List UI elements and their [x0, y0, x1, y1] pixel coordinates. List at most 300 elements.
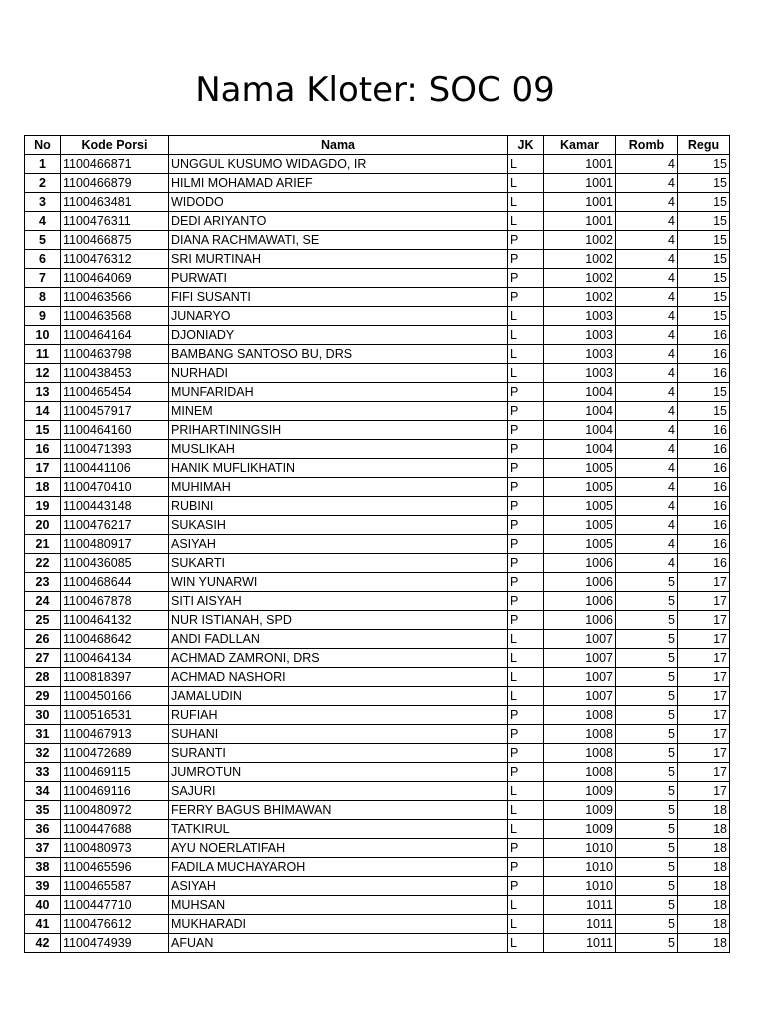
table-row — [25, 630, 730, 649]
cell-no: 5 — [25, 231, 61, 250]
cell-romb: 5 — [616, 573, 678, 592]
cell-kode-porsi: 1100480972 — [61, 801, 169, 820]
cell-romb: 5 — [616, 725, 678, 744]
cell-no: 39 — [25, 877, 61, 896]
cell-romb: 5 — [616, 611, 678, 630]
cell-kode-porsi: 1100450166 — [61, 687, 169, 706]
cell-regu: 16 — [678, 554, 730, 573]
cell-nama: SURANTI — [169, 744, 508, 763]
cell-romb: 5 — [616, 630, 678, 649]
cell-nama: ASIYAH — [169, 877, 508, 896]
cell-nama: DIANA RACHMAWATI, SE — [169, 231, 508, 250]
cell-kamar: 1007 — [544, 687, 616, 706]
cell-kode-porsi: 1100457917 — [61, 402, 169, 421]
cell-kode-porsi: 1100474939 — [61, 934, 169, 953]
table-row — [25, 535, 730, 554]
cell-nama: JUNARYO — [169, 307, 508, 326]
cell-jk: P — [508, 478, 544, 497]
cell-no: 33 — [25, 763, 61, 782]
cell-jk: P — [508, 744, 544, 763]
cell-kamar: 1004 — [544, 440, 616, 459]
cell-nama: MINEM — [169, 402, 508, 421]
cell-no: 14 — [25, 402, 61, 421]
table-row — [25, 801, 730, 820]
cell-kode-porsi: 1100468642 — [61, 630, 169, 649]
cell-no: 29 — [25, 687, 61, 706]
cell-jk: P — [508, 839, 544, 858]
cell-jk: P — [508, 858, 544, 877]
cell-regu: 17 — [678, 630, 730, 649]
cell-no: 19 — [25, 497, 61, 516]
cell-kamar: 1002 — [544, 250, 616, 269]
cell-nama: MUSLIKAH — [169, 440, 508, 459]
cell-nama: RUBINI — [169, 497, 508, 516]
cell-jk: P — [508, 497, 544, 516]
cell-kode-porsi: 1100476312 — [61, 250, 169, 269]
cell-regu: 17 — [678, 668, 730, 687]
cell-kode-porsi: 1100443148 — [61, 497, 169, 516]
cell-no: 7 — [25, 269, 61, 288]
table-row — [25, 516, 730, 535]
cell-no: 36 — [25, 820, 61, 839]
cell-regu: 16 — [678, 326, 730, 345]
cell-regu: 17 — [678, 782, 730, 801]
cell-regu: 16 — [678, 440, 730, 459]
cell-jk: P — [508, 725, 544, 744]
cell-kamar: 1011 — [544, 896, 616, 915]
cell-jk: L — [508, 364, 544, 383]
cell-regu: 17 — [678, 649, 730, 668]
cell-kamar: 1007 — [544, 668, 616, 687]
cell-regu: 15 — [678, 307, 730, 326]
cell-kamar: 1010 — [544, 877, 616, 896]
cell-kode-porsi: 1100471393 — [61, 440, 169, 459]
cell-regu: 17 — [678, 706, 730, 725]
cell-kode-porsi: 1100436085 — [61, 554, 169, 573]
cell-regu: 16 — [678, 478, 730, 497]
cell-no: 20 — [25, 516, 61, 535]
cell-jk: L — [508, 820, 544, 839]
cell-jk: L — [508, 630, 544, 649]
cell-romb: 4 — [616, 174, 678, 193]
cell-romb: 4 — [616, 440, 678, 459]
cell-regu: 17 — [678, 744, 730, 763]
cell-jk: L — [508, 326, 544, 345]
cell-romb: 4 — [616, 269, 678, 288]
cell-kode-porsi: 1100476311 — [61, 212, 169, 231]
cell-no: 25 — [25, 611, 61, 630]
cell-no: 21 — [25, 535, 61, 554]
cell-kode-porsi: 1100466871 — [61, 155, 169, 174]
cell-romb: 5 — [616, 877, 678, 896]
cell-kamar: 1003 — [544, 326, 616, 345]
table-row — [25, 725, 730, 744]
cell-no: 26 — [25, 630, 61, 649]
cell-romb: 5 — [616, 839, 678, 858]
cell-romb: 4 — [616, 212, 678, 231]
cell-regu: 18 — [678, 839, 730, 858]
cell-nama: SRI MURTINAH — [169, 250, 508, 269]
cell-romb: 5 — [616, 896, 678, 915]
cell-nama: NURHADI — [169, 364, 508, 383]
cell-nama: ASIYAH — [169, 535, 508, 554]
cell-nama: UNGGUL KUSUMO WIDAGDO, IR — [169, 155, 508, 174]
cell-nama: ACHMAD NASHORI — [169, 668, 508, 687]
cell-romb: 4 — [616, 402, 678, 421]
cell-kode-porsi: 1100463798 — [61, 345, 169, 364]
cell-no: 18 — [25, 478, 61, 497]
cell-no: 32 — [25, 744, 61, 763]
cell-nama: ACHMAD ZAMRONI, DRS — [169, 649, 508, 668]
header-row — [25, 136, 730, 155]
cell-romb: 5 — [616, 668, 678, 687]
cell-kamar: 1007 — [544, 649, 616, 668]
table-row — [25, 421, 730, 440]
cell-kode-porsi: 1100469115 — [61, 763, 169, 782]
table-row — [25, 269, 730, 288]
cell-kamar: 1009 — [544, 820, 616, 839]
cell-regu: 16 — [678, 345, 730, 364]
cell-no: 23 — [25, 573, 61, 592]
cell-nama: MUKHARADI — [169, 915, 508, 934]
cell-regu: 16 — [678, 516, 730, 535]
cell-romb: 4 — [616, 231, 678, 250]
cell-no: 22 — [25, 554, 61, 573]
cell-no: 6 — [25, 250, 61, 269]
cell-kode-porsi: 1100468644 — [61, 573, 169, 592]
table-row — [25, 573, 730, 592]
cell-kamar: 1009 — [544, 782, 616, 801]
cell-regu: 15 — [678, 402, 730, 421]
table-row — [25, 231, 730, 250]
cell-no: 3 — [25, 193, 61, 212]
cell-jk: P — [508, 611, 544, 630]
cell-kode-porsi: 1100480973 — [61, 839, 169, 858]
cell-regu: 16 — [678, 535, 730, 554]
cell-kamar: 1003 — [544, 364, 616, 383]
cell-nama: RUFIAH — [169, 706, 508, 725]
cell-no: 4 — [25, 212, 61, 231]
cell-kode-porsi: 1100463481 — [61, 193, 169, 212]
cell-kamar: 1001 — [544, 155, 616, 174]
cell-kamar: 1010 — [544, 839, 616, 858]
cell-regu: 15 — [678, 193, 730, 212]
cell-kamar: 1002 — [544, 288, 616, 307]
table-row — [25, 478, 730, 497]
cell-nama: HANIK MUFLIKHATIN — [169, 459, 508, 478]
cell-romb: 4 — [616, 288, 678, 307]
cell-nama: AYU NOERLATIFAH — [169, 839, 508, 858]
cell-nama: WIDODO — [169, 193, 508, 212]
cell-romb: 5 — [616, 592, 678, 611]
cell-kode-porsi: 1100476612 — [61, 915, 169, 934]
cell-jk: L — [508, 193, 544, 212]
cell-jk: P — [508, 763, 544, 782]
cell-kode-porsi: 1100465454 — [61, 383, 169, 402]
table-row — [25, 288, 730, 307]
cell-nama: NUR ISTIANAH, SPD — [169, 611, 508, 630]
cell-romb: 5 — [616, 820, 678, 839]
cell-jk: P — [508, 269, 544, 288]
table-row — [25, 763, 730, 782]
table-row — [25, 877, 730, 896]
cell-romb: 4 — [616, 364, 678, 383]
cell-nama: FERRY BAGUS BHIMAWAN — [169, 801, 508, 820]
cell-romb: 4 — [616, 155, 678, 174]
cell-romb: 4 — [616, 554, 678, 573]
table-row — [25, 307, 730, 326]
cell-romb: 4 — [616, 193, 678, 212]
cell-kode-porsi: 1100463568 — [61, 307, 169, 326]
cell-kode-porsi: 1100447688 — [61, 820, 169, 839]
cell-no: 17 — [25, 459, 61, 478]
cell-no: 15 — [25, 421, 61, 440]
cell-kode-porsi: 1100464134 — [61, 649, 169, 668]
cell-no: 8 — [25, 288, 61, 307]
cell-jk: P — [508, 573, 544, 592]
cell-no: 34 — [25, 782, 61, 801]
cell-nama: DEDI ARIYANTO — [169, 212, 508, 231]
table-row — [25, 345, 730, 364]
cell-regu: 18 — [678, 915, 730, 934]
cell-kamar: 1010 — [544, 858, 616, 877]
cell-kode-porsi: 1100464069 — [61, 269, 169, 288]
cell-no: 10 — [25, 326, 61, 345]
column-header-kode-porsi: Kode Porsi — [61, 136, 169, 155]
cell-no: 28 — [25, 668, 61, 687]
cell-kode-porsi: 1100472689 — [61, 744, 169, 763]
cell-regu: 15 — [678, 288, 730, 307]
cell-romb: 5 — [616, 649, 678, 668]
cell-no: 24 — [25, 592, 61, 611]
cell-kode-porsi: 1100476217 — [61, 516, 169, 535]
cell-kamar: 1008 — [544, 744, 616, 763]
cell-kamar: 1001 — [544, 193, 616, 212]
table-row — [25, 782, 730, 801]
cell-romb: 5 — [616, 687, 678, 706]
table-row — [25, 896, 730, 915]
column-header-jk: JK — [508, 136, 544, 155]
table-row — [25, 858, 730, 877]
cell-romb: 4 — [616, 516, 678, 535]
cell-kode-porsi: 1100818397 — [61, 668, 169, 687]
cell-jk: P — [508, 706, 544, 725]
cell-kamar: 1008 — [544, 706, 616, 725]
cell-romb: 4 — [616, 250, 678, 269]
table-row — [25, 193, 730, 212]
cell-regu: 18 — [678, 801, 730, 820]
roster-table — [24, 135, 730, 953]
cell-jk: L — [508, 896, 544, 915]
cell-jk: P — [508, 592, 544, 611]
cell-kode-porsi: 1100463566 — [61, 288, 169, 307]
cell-no: 35 — [25, 801, 61, 820]
cell-kamar: 1004 — [544, 421, 616, 440]
cell-jk: L — [508, 307, 544, 326]
table-row — [25, 326, 730, 345]
cell-no: 30 — [25, 706, 61, 725]
cell-jk: P — [508, 231, 544, 250]
table-row — [25, 402, 730, 421]
cell-nama: SUKARTI — [169, 554, 508, 573]
cell-no: 9 — [25, 307, 61, 326]
cell-romb: 5 — [616, 934, 678, 953]
table-row — [25, 364, 730, 383]
table-row — [25, 497, 730, 516]
cell-romb: 5 — [616, 763, 678, 782]
cell-kamar: 1004 — [544, 402, 616, 421]
cell-nama: JUMROTUN — [169, 763, 508, 782]
cell-nama: HILMI MOHAMAD ARIEF — [169, 174, 508, 193]
cell-regu: 17 — [678, 573, 730, 592]
cell-no: 2 — [25, 174, 61, 193]
cell-kamar: 1006 — [544, 592, 616, 611]
cell-kode-porsi: 1100470410 — [61, 478, 169, 497]
cell-kode-porsi: 1100464160 — [61, 421, 169, 440]
column-header-kamar: Kamar — [544, 136, 616, 155]
cell-nama: MUHSAN — [169, 896, 508, 915]
table-row — [25, 459, 730, 478]
table-row — [25, 440, 730, 459]
cell-regu: 17 — [678, 763, 730, 782]
cell-romb: 4 — [616, 345, 678, 364]
cell-kamar: 1002 — [544, 231, 616, 250]
cell-kode-porsi: 1100447710 — [61, 896, 169, 915]
cell-romb: 4 — [616, 535, 678, 554]
cell-no: 12 — [25, 364, 61, 383]
table-row — [25, 250, 730, 269]
cell-romb: 5 — [616, 706, 678, 725]
cell-kode-porsi: 1100467878 — [61, 592, 169, 611]
cell-regu: 15 — [678, 231, 730, 250]
cell-regu: 17 — [678, 611, 730, 630]
column-header-no: No — [25, 136, 61, 155]
cell-jk: P — [508, 440, 544, 459]
cell-jk: P — [508, 383, 544, 402]
table-row — [25, 611, 730, 630]
table-row — [25, 174, 730, 193]
page-title: Nama Kloter: SOC 09 — [195, 70, 555, 110]
cell-regu: 17 — [678, 687, 730, 706]
cell-regu: 15 — [678, 212, 730, 231]
cell-kode-porsi: 1100466875 — [61, 231, 169, 250]
table-row — [25, 212, 730, 231]
cell-nama: SITI AISYAH — [169, 592, 508, 611]
cell-jk: L — [508, 649, 544, 668]
table-row — [25, 820, 730, 839]
cell-regu: 16 — [678, 364, 730, 383]
cell-regu: 15 — [678, 155, 730, 174]
cell-kode-porsi: 1100480917 — [61, 535, 169, 554]
cell-jk: P — [508, 554, 544, 573]
cell-kamar: 1006 — [544, 554, 616, 573]
cell-nama: PURWATI — [169, 269, 508, 288]
cell-romb: 4 — [616, 478, 678, 497]
table-row — [25, 668, 730, 687]
cell-romb: 4 — [616, 459, 678, 478]
cell-no: 11 — [25, 345, 61, 364]
cell-romb: 5 — [616, 782, 678, 801]
cell-nama: AFUAN — [169, 934, 508, 953]
cell-regu: 16 — [678, 421, 730, 440]
table-row — [25, 706, 730, 725]
column-header-regu: Regu — [678, 136, 730, 155]
cell-jk: P — [508, 250, 544, 269]
cell-romb: 5 — [616, 801, 678, 820]
cell-no: 1 — [25, 155, 61, 174]
cell-jk: L — [508, 345, 544, 364]
cell-kamar: 1007 — [544, 630, 616, 649]
cell-jk: L — [508, 801, 544, 820]
table-row — [25, 934, 730, 953]
cell-regu: 15 — [678, 269, 730, 288]
cell-nama: TATKIRUL — [169, 820, 508, 839]
column-header-romb: Romb — [616, 136, 678, 155]
cell-kamar: 1002 — [544, 269, 616, 288]
roster-body — [25, 155, 730, 953]
cell-regu: 17 — [678, 725, 730, 744]
cell-kamar: 1005 — [544, 497, 616, 516]
cell-no: 31 — [25, 725, 61, 744]
cell-regu: 18 — [678, 820, 730, 839]
table-row — [25, 687, 730, 706]
cell-jk: L — [508, 687, 544, 706]
cell-jk: P — [508, 459, 544, 478]
cell-regu: 16 — [678, 497, 730, 516]
cell-nama: MUNFARIDAH — [169, 383, 508, 402]
cell-kamar: 1004 — [544, 383, 616, 402]
cell-kamar: 1006 — [544, 611, 616, 630]
cell-jk: P — [508, 535, 544, 554]
cell-romb: 4 — [616, 497, 678, 516]
cell-regu: 16 — [678, 459, 730, 478]
cell-kode-porsi: 1100441106 — [61, 459, 169, 478]
cell-kode-porsi: 1100466879 — [61, 174, 169, 193]
cell-kode-porsi: 1100469116 — [61, 782, 169, 801]
cell-no: 38 — [25, 858, 61, 877]
table-row — [25, 155, 730, 174]
cell-regu: 18 — [678, 877, 730, 896]
table-row — [25, 744, 730, 763]
cell-romb: 4 — [616, 383, 678, 402]
column-header-nama: Nama — [169, 136, 508, 155]
cell-kamar: 1003 — [544, 345, 616, 364]
cell-nama: WIN YUNARWI — [169, 573, 508, 592]
cell-regu: 15 — [678, 250, 730, 269]
table-row — [25, 649, 730, 668]
table-row — [25, 383, 730, 402]
cell-jk: P — [508, 421, 544, 440]
cell-kamar: 1009 — [544, 801, 616, 820]
cell-kamar: 1005 — [544, 459, 616, 478]
cell-kode-porsi: 1100464164 — [61, 326, 169, 345]
cell-nama: SUKASIH — [169, 516, 508, 535]
cell-jk: L — [508, 782, 544, 801]
cell-kode-porsi: 1100465596 — [61, 858, 169, 877]
cell-jk: P — [508, 288, 544, 307]
cell-kamar: 1011 — [544, 934, 616, 953]
cell-jk: L — [508, 174, 544, 193]
cell-kamar: 1008 — [544, 763, 616, 782]
cell-kamar: 1005 — [544, 516, 616, 535]
cell-jk: P — [508, 516, 544, 535]
cell-romb: 4 — [616, 307, 678, 326]
cell-jk: P — [508, 877, 544, 896]
cell-no: 41 — [25, 915, 61, 934]
cell-no: 42 — [25, 934, 61, 953]
cell-jk: P — [508, 402, 544, 421]
cell-romb: 5 — [616, 858, 678, 877]
